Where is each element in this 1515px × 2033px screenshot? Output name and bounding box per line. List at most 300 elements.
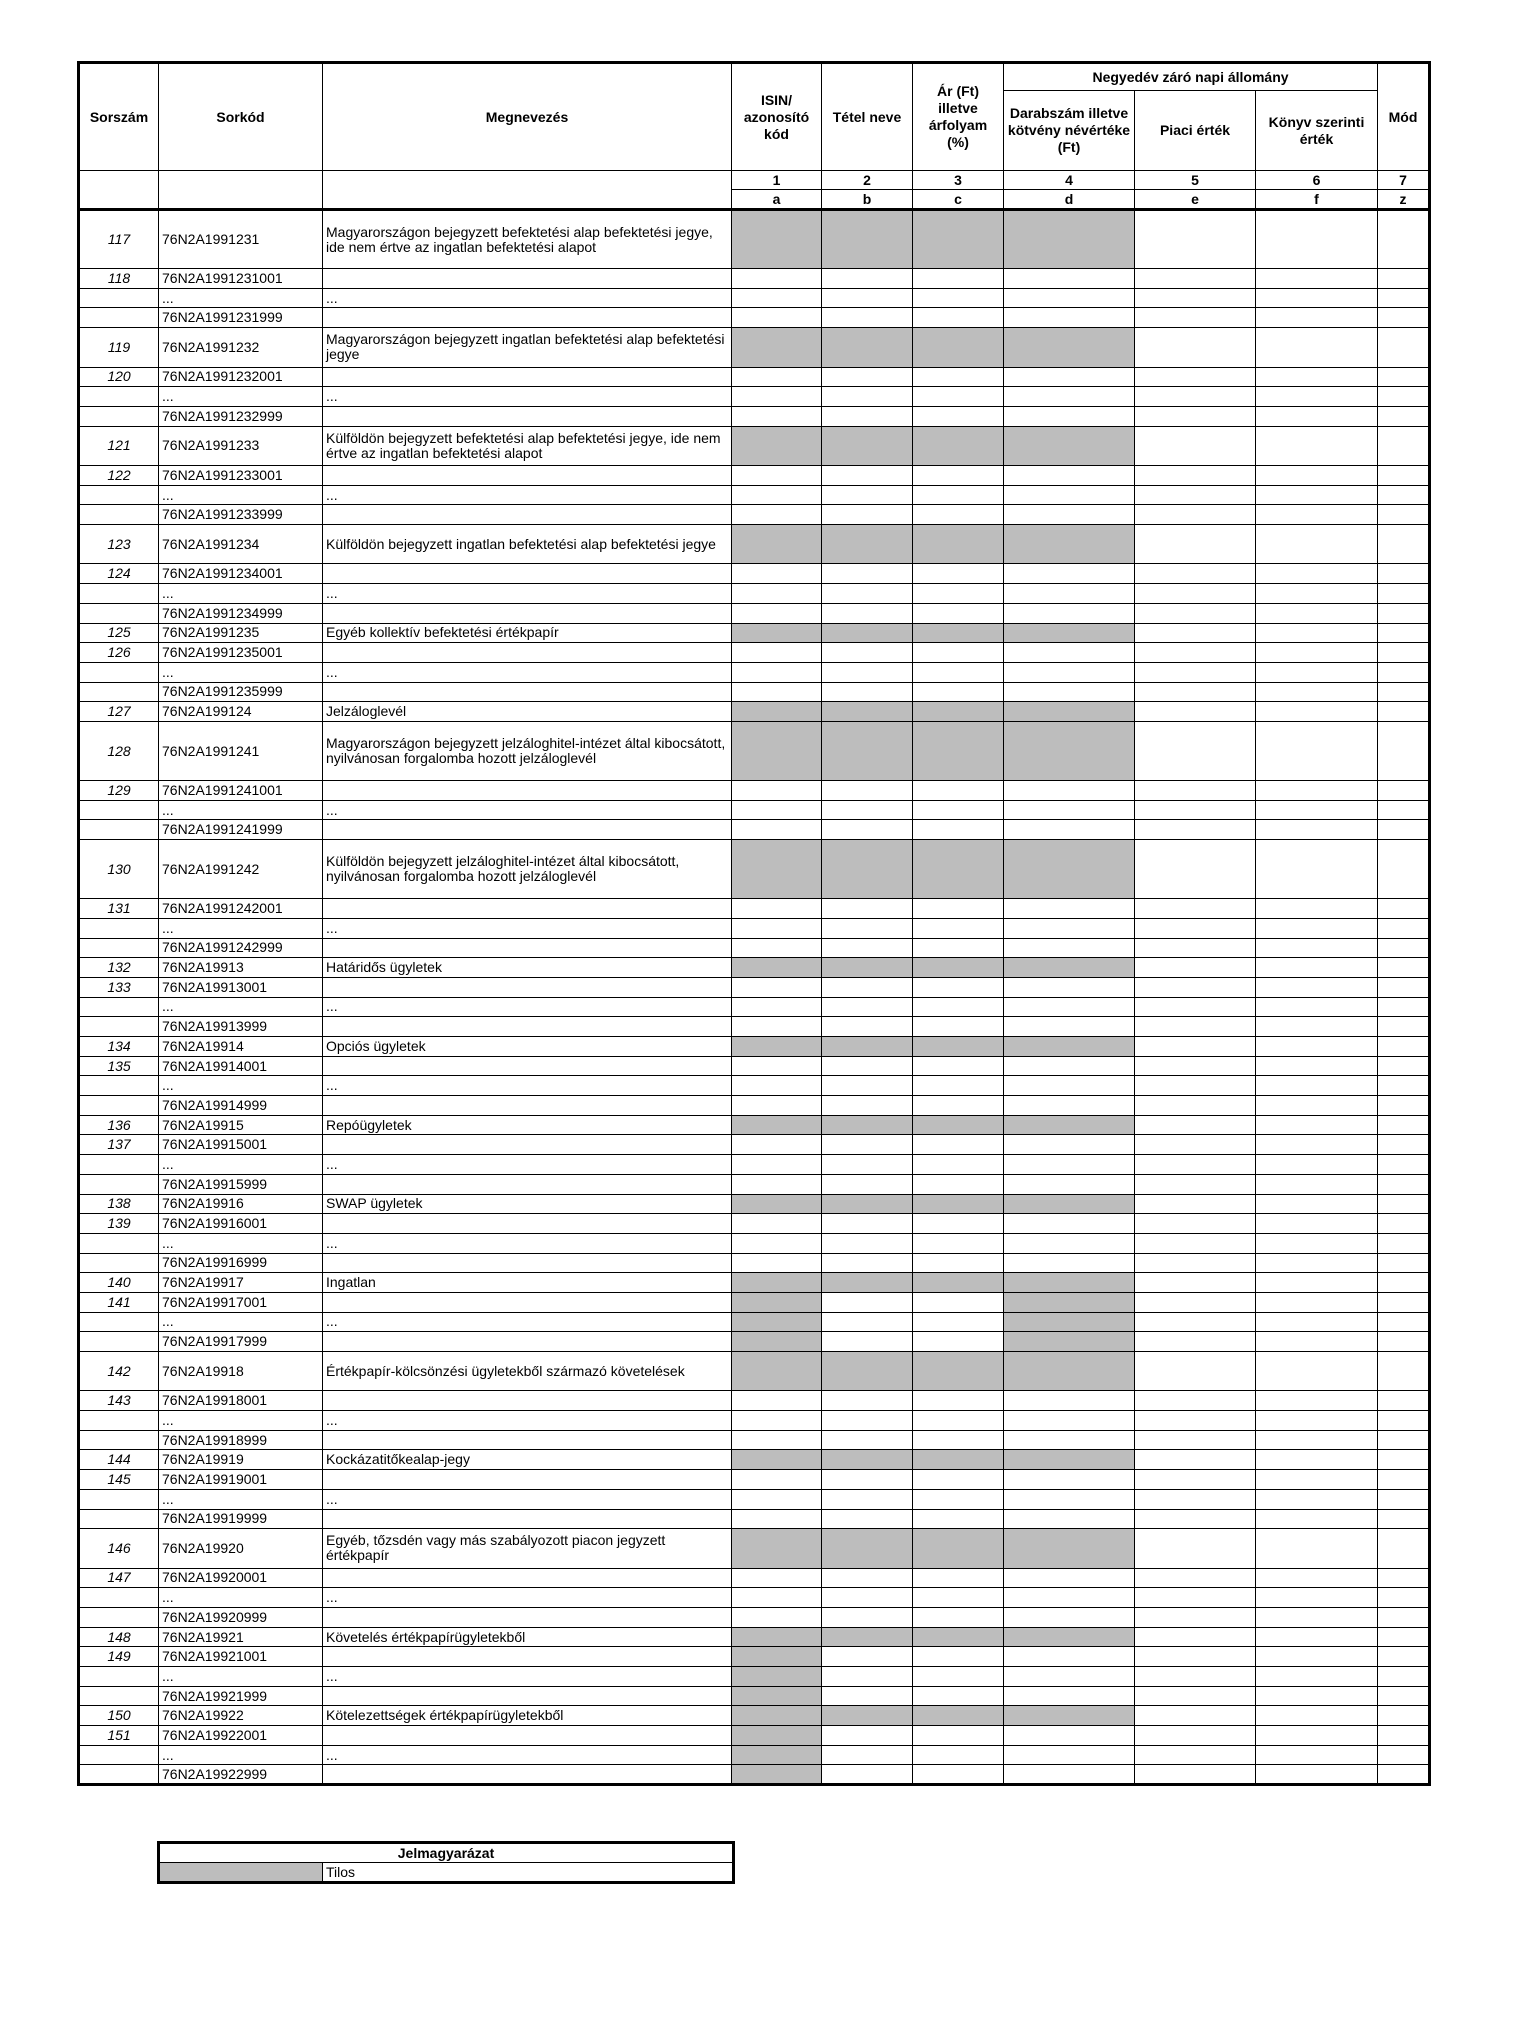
konyv-cell[interactable]: [1256, 918, 1378, 938]
tetel-cell[interactable]: [822, 466, 913, 486]
mod-cell[interactable]: [1378, 406, 1430, 426]
darab-cell[interactable]: [1004, 505, 1135, 525]
piaci-cell[interactable]: [1135, 1568, 1256, 1588]
piaci-cell[interactable]: [1135, 387, 1256, 407]
darab-cell[interactable]: [1004, 781, 1135, 801]
mod-cell[interactable]: [1378, 269, 1430, 289]
konyv-cell[interactable]: [1256, 210, 1378, 269]
isin-cell[interactable]: [732, 269, 822, 289]
darab-cell[interactable]: [1004, 997, 1135, 1017]
tetel-cell[interactable]: [822, 1745, 913, 1765]
konyv-cell[interactable]: [1256, 1529, 1378, 1568]
ar-cell[interactable]: [913, 1588, 1004, 1608]
konyv-cell[interactable]: [1256, 800, 1378, 820]
konyv-cell[interactable]: [1256, 958, 1378, 978]
piaci-cell[interactable]: [1135, 1292, 1256, 1312]
piaci-cell[interactable]: [1135, 899, 1256, 919]
mod-cell[interactable]: [1378, 958, 1430, 978]
piaci-cell[interactable]: [1135, 1253, 1256, 1273]
piaci-cell[interactable]: [1135, 485, 1256, 505]
isin-cell[interactable]: [732, 308, 822, 328]
konyv-cell[interactable]: [1256, 1489, 1378, 1509]
mod-cell[interactable]: [1378, 1686, 1430, 1706]
konyv-cell[interactable]: [1256, 406, 1378, 426]
ar-cell[interactable]: [913, 1233, 1004, 1253]
mod-cell[interactable]: [1378, 662, 1430, 682]
mod-cell[interactable]: [1378, 1352, 1430, 1391]
mod-cell[interactable]: [1378, 800, 1430, 820]
isin-cell[interactable]: [732, 1489, 822, 1509]
darab-cell[interactable]: [1004, 682, 1135, 702]
mod-cell[interactable]: [1378, 1706, 1430, 1726]
darab-cell[interactable]: [1004, 899, 1135, 919]
piaci-cell[interactable]: [1135, 1529, 1256, 1568]
piaci-cell[interactable]: [1135, 938, 1256, 958]
piaci-cell[interactable]: [1135, 1312, 1256, 1332]
piaci-cell[interactable]: [1135, 1037, 1256, 1057]
mod-cell[interactable]: [1378, 1174, 1430, 1194]
ar-cell[interactable]: [913, 938, 1004, 958]
piaci-cell[interactable]: [1135, 1332, 1256, 1352]
piaci-cell[interactable]: [1135, 1450, 1256, 1470]
mod-cell[interactable]: [1378, 1076, 1430, 1096]
piaci-cell[interactable]: [1135, 1470, 1256, 1490]
isin-cell[interactable]: [732, 938, 822, 958]
konyv-cell[interactable]: [1256, 1115, 1378, 1135]
mod-cell[interactable]: [1378, 1745, 1430, 1765]
darab-cell[interactable]: [1004, 269, 1135, 289]
piaci-cell[interactable]: [1135, 1667, 1256, 1687]
piaci-cell[interactable]: [1135, 702, 1256, 722]
piaci-cell[interactable]: [1135, 623, 1256, 643]
ar-cell[interactable]: [913, 466, 1004, 486]
ar-cell[interactable]: [913, 1470, 1004, 1490]
konyv-cell[interactable]: [1256, 564, 1378, 584]
darab-cell[interactable]: [1004, 1568, 1135, 1588]
mod-cell[interactable]: [1378, 1430, 1430, 1450]
darab-cell[interactable]: [1004, 308, 1135, 328]
ar-cell[interactable]: [913, 603, 1004, 623]
mod-cell[interactable]: [1378, 781, 1430, 801]
ar-cell[interactable]: [913, 1430, 1004, 1450]
isin-cell[interactable]: [732, 1233, 822, 1253]
mod-cell[interactable]: [1378, 584, 1430, 604]
isin-cell[interactable]: [732, 1588, 822, 1608]
ar-cell[interactable]: [913, 918, 1004, 938]
isin-cell[interactable]: [732, 1096, 822, 1116]
konyv-cell[interactable]: [1256, 820, 1378, 840]
tetel-cell[interactable]: [822, 1233, 913, 1253]
ar-cell[interactable]: [913, 1647, 1004, 1667]
mod-cell[interactable]: [1378, 1411, 1430, 1431]
piaci-cell[interactable]: [1135, 1627, 1256, 1647]
piaci-cell[interactable]: [1135, 406, 1256, 426]
tetel-cell[interactable]: [822, 1411, 913, 1431]
mod-cell[interactable]: [1378, 643, 1430, 663]
mod-cell[interactable]: [1378, 1568, 1430, 1588]
darab-cell[interactable]: [1004, 662, 1135, 682]
mod-cell[interactable]: [1378, 977, 1430, 997]
tetel-cell[interactable]: [822, 1686, 913, 1706]
mod-cell[interactable]: [1378, 1726, 1430, 1746]
piaci-cell[interactable]: [1135, 1588, 1256, 1608]
tetel-cell[interactable]: [822, 1726, 913, 1746]
isin-cell[interactable]: [732, 800, 822, 820]
tetel-cell[interactable]: [822, 1607, 913, 1627]
isin-cell[interactable]: [732, 1214, 822, 1234]
mod-cell[interactable]: [1378, 840, 1430, 899]
isin-cell[interactable]: [732, 1509, 822, 1529]
piaci-cell[interactable]: [1135, 1096, 1256, 1116]
ar-cell[interactable]: [913, 1489, 1004, 1509]
konyv-cell[interactable]: [1256, 1470, 1378, 1490]
mod-cell[interactable]: [1378, 1765, 1430, 1785]
ar-cell[interactable]: [913, 1686, 1004, 1706]
tetel-cell[interactable]: [822, 1765, 913, 1785]
ar-cell[interactable]: [913, 288, 1004, 308]
piaci-cell[interactable]: [1135, 525, 1256, 564]
piaci-cell[interactable]: [1135, 564, 1256, 584]
piaci-cell[interactable]: [1135, 269, 1256, 289]
piaci-cell[interactable]: [1135, 997, 1256, 1017]
konyv-cell[interactable]: [1256, 662, 1378, 682]
konyv-cell[interactable]: [1256, 1706, 1378, 1726]
konyv-cell[interactable]: [1256, 1214, 1378, 1234]
mod-cell[interactable]: [1378, 288, 1430, 308]
ar-cell[interactable]: [913, 564, 1004, 584]
tetel-cell[interactable]: [822, 1056, 913, 1076]
konyv-cell[interactable]: [1256, 643, 1378, 663]
mod-cell[interactable]: [1378, 426, 1430, 465]
darab-cell[interactable]: [1004, 1745, 1135, 1765]
piaci-cell[interactable]: [1135, 1647, 1256, 1667]
darab-cell[interactable]: [1004, 466, 1135, 486]
piaci-cell[interactable]: [1135, 918, 1256, 938]
mod-cell[interactable]: [1378, 1391, 1430, 1411]
piaci-cell[interactable]: [1135, 1391, 1256, 1411]
mod-cell[interactable]: [1378, 1115, 1430, 1135]
ar-cell[interactable]: [913, 1607, 1004, 1627]
ar-cell[interactable]: [913, 367, 1004, 387]
darab-cell[interactable]: [1004, 1056, 1135, 1076]
darab-cell[interactable]: [1004, 800, 1135, 820]
darab-cell[interactable]: [1004, 1233, 1135, 1253]
isin-cell[interactable]: [732, 1430, 822, 1450]
tetel-cell[interactable]: [822, 682, 913, 702]
isin-cell[interactable]: [732, 1155, 822, 1175]
piaci-cell[interactable]: [1135, 1135, 1256, 1155]
piaci-cell[interactable]: [1135, 584, 1256, 604]
ar-cell[interactable]: [913, 485, 1004, 505]
ar-cell[interactable]: [913, 505, 1004, 525]
ar-cell[interactable]: [913, 1726, 1004, 1746]
isin-cell[interactable]: [732, 1607, 822, 1627]
isin-cell[interactable]: [732, 564, 822, 584]
mod-cell[interactable]: [1378, 328, 1430, 367]
ar-cell[interactable]: [913, 781, 1004, 801]
mod-cell[interactable]: [1378, 702, 1430, 722]
tetel-cell[interactable]: [822, 584, 913, 604]
konyv-cell[interactable]: [1256, 1450, 1378, 1470]
mod-cell[interactable]: [1378, 1292, 1430, 1312]
piaci-cell[interactable]: [1135, 1056, 1256, 1076]
tetel-cell[interactable]: [822, 662, 913, 682]
tetel-cell[interactable]: [822, 505, 913, 525]
tetel-cell[interactable]: [822, 1568, 913, 1588]
mod-cell[interactable]: [1378, 1529, 1430, 1568]
mod-cell[interactable]: [1378, 1096, 1430, 1116]
tetel-cell[interactable]: [822, 1155, 913, 1175]
tetel-cell[interactable]: [822, 1017, 913, 1037]
darab-cell[interactable]: [1004, 918, 1135, 938]
ar-cell[interactable]: [913, 1214, 1004, 1234]
piaci-cell[interactable]: [1135, 1607, 1256, 1627]
mod-cell[interactable]: [1378, 1312, 1430, 1332]
darab-cell[interactable]: [1004, 1607, 1135, 1627]
mod-cell[interactable]: [1378, 682, 1430, 702]
ar-cell[interactable]: [913, 682, 1004, 702]
tetel-cell[interactable]: [822, 1509, 913, 1529]
darab-cell[interactable]: [1004, 1647, 1135, 1667]
mod-cell[interactable]: [1378, 505, 1430, 525]
ar-cell[interactable]: [913, 584, 1004, 604]
mod-cell[interactable]: [1378, 1056, 1430, 1076]
konyv-cell[interactable]: [1256, 1627, 1378, 1647]
mod-cell[interactable]: [1378, 938, 1430, 958]
konyv-cell[interactable]: [1256, 1017, 1378, 1037]
mod-cell[interactable]: [1378, 1273, 1430, 1293]
mod-cell[interactable]: [1378, 1037, 1430, 1057]
ar-cell[interactable]: [913, 269, 1004, 289]
tetel-cell[interactable]: [822, 781, 913, 801]
piaci-cell[interactable]: [1135, 426, 1256, 465]
isin-cell[interactable]: [732, 288, 822, 308]
konyv-cell[interactable]: [1256, 1332, 1378, 1352]
isin-cell[interactable]: [732, 899, 822, 919]
ar-cell[interactable]: [913, 1135, 1004, 1155]
mod-cell[interactable]: [1378, 820, 1430, 840]
konyv-cell[interactable]: [1256, 840, 1378, 899]
konyv-cell[interactable]: [1256, 1292, 1378, 1312]
tetel-cell[interactable]: [822, 1647, 913, 1667]
mod-cell[interactable]: [1378, 1214, 1430, 1234]
mod-cell[interactable]: [1378, 1017, 1430, 1037]
darab-cell[interactable]: [1004, 820, 1135, 840]
tetel-cell[interactable]: [822, 820, 913, 840]
ar-cell[interactable]: [913, 308, 1004, 328]
darab-cell[interactable]: [1004, 1155, 1135, 1175]
tetel-cell[interactable]: [822, 997, 913, 1017]
darab-cell[interactable]: [1004, 1489, 1135, 1509]
ar-cell[interactable]: [913, 1253, 1004, 1273]
konyv-cell[interactable]: [1256, 1076, 1378, 1096]
mod-cell[interactable]: [1378, 1135, 1430, 1155]
mod-cell[interactable]: [1378, 1647, 1430, 1667]
darab-cell[interactable]: [1004, 367, 1135, 387]
piaci-cell[interactable]: [1135, 603, 1256, 623]
darab-cell[interactable]: [1004, 977, 1135, 997]
mod-cell[interactable]: [1378, 918, 1430, 938]
piaci-cell[interactable]: [1135, 466, 1256, 486]
piaci-cell[interactable]: [1135, 643, 1256, 663]
mod-cell[interactable]: [1378, 1509, 1430, 1529]
piaci-cell[interactable]: [1135, 1686, 1256, 1706]
isin-cell[interactable]: [732, 781, 822, 801]
tetel-cell[interactable]: [822, 1489, 913, 1509]
isin-cell[interactable]: [732, 1174, 822, 1194]
mod-cell[interactable]: [1378, 1155, 1430, 1175]
darab-cell[interactable]: [1004, 584, 1135, 604]
piaci-cell[interactable]: [1135, 1155, 1256, 1175]
konyv-cell[interactable]: [1256, 977, 1378, 997]
ar-cell[interactable]: [913, 800, 1004, 820]
piaci-cell[interactable]: [1135, 721, 1256, 780]
isin-cell[interactable]: [732, 820, 822, 840]
darab-cell[interactable]: [1004, 1017, 1135, 1037]
piaci-cell[interactable]: [1135, 328, 1256, 367]
tetel-cell[interactable]: [822, 977, 913, 997]
ar-cell[interactable]: [913, 662, 1004, 682]
ar-cell[interactable]: [913, 1509, 1004, 1529]
piaci-cell[interactable]: [1135, 800, 1256, 820]
isin-cell[interactable]: [732, 1135, 822, 1155]
konyv-cell[interactable]: [1256, 1273, 1378, 1293]
isin-cell[interactable]: [732, 1391, 822, 1411]
konyv-cell[interactable]: [1256, 1312, 1378, 1332]
tetel-cell[interactable]: [822, 387, 913, 407]
darab-cell[interactable]: [1004, 603, 1135, 623]
konyv-cell[interactable]: [1256, 1155, 1378, 1175]
ar-cell[interactable]: [913, 406, 1004, 426]
mod-cell[interactable]: [1378, 367, 1430, 387]
konyv-cell[interactable]: [1256, 938, 1378, 958]
isin-cell[interactable]: [732, 466, 822, 486]
tetel-cell[interactable]: [822, 308, 913, 328]
ar-cell[interactable]: [913, 1411, 1004, 1431]
ar-cell[interactable]: [913, 1056, 1004, 1076]
konyv-cell[interactable]: [1256, 899, 1378, 919]
ar-cell[interactable]: [913, 1391, 1004, 1411]
konyv-cell[interactable]: [1256, 525, 1378, 564]
darab-cell[interactable]: [1004, 1509, 1135, 1529]
piaci-cell[interactable]: [1135, 1076, 1256, 1096]
tetel-cell[interactable]: [822, 406, 913, 426]
mod-cell[interactable]: [1378, 564, 1430, 584]
konyv-cell[interactable]: [1256, 682, 1378, 702]
isin-cell[interactable]: [732, 682, 822, 702]
darab-cell[interactable]: [1004, 938, 1135, 958]
konyv-cell[interactable]: [1256, 623, 1378, 643]
konyv-cell[interactable]: [1256, 1686, 1378, 1706]
isin-cell[interactable]: [732, 662, 822, 682]
isin-cell[interactable]: [732, 367, 822, 387]
ar-cell[interactable]: [913, 1568, 1004, 1588]
mod-cell[interactable]: [1378, 1470, 1430, 1490]
darab-cell[interactable]: [1004, 1470, 1135, 1490]
piaci-cell[interactable]: [1135, 1352, 1256, 1391]
piaci-cell[interactable]: [1135, 781, 1256, 801]
tetel-cell[interactable]: [822, 1135, 913, 1155]
tetel-cell[interactable]: [822, 564, 913, 584]
mod-cell[interactable]: [1378, 1607, 1430, 1627]
piaci-cell[interactable]: [1135, 1489, 1256, 1509]
tetel-cell[interactable]: [822, 1588, 913, 1608]
piaci-cell[interactable]: [1135, 1115, 1256, 1135]
piaci-cell[interactable]: [1135, 1706, 1256, 1726]
darab-cell[interactable]: [1004, 406, 1135, 426]
isin-cell[interactable]: [732, 387, 822, 407]
darab-cell[interactable]: [1004, 1411, 1135, 1431]
isin-cell[interactable]: [732, 1568, 822, 1588]
isin-cell[interactable]: [732, 918, 822, 938]
mod-cell[interactable]: [1378, 1667, 1430, 1687]
darab-cell[interactable]: [1004, 1667, 1135, 1687]
piaci-cell[interactable]: [1135, 288, 1256, 308]
ar-cell[interactable]: [913, 899, 1004, 919]
ar-cell[interactable]: [913, 1076, 1004, 1096]
piaci-cell[interactable]: [1135, 682, 1256, 702]
mod-cell[interactable]: [1378, 525, 1430, 564]
konyv-cell[interactable]: [1256, 721, 1378, 780]
tetel-cell[interactable]: [822, 1312, 913, 1332]
darab-cell[interactable]: [1004, 1253, 1135, 1273]
isin-cell[interactable]: [732, 485, 822, 505]
konyv-cell[interactable]: [1256, 308, 1378, 328]
konyv-cell[interactable]: [1256, 1765, 1378, 1785]
darab-cell[interactable]: [1004, 1765, 1135, 1785]
isin-cell[interactable]: [732, 1470, 822, 1490]
konyv-cell[interactable]: [1256, 1509, 1378, 1529]
ar-cell[interactable]: [913, 1332, 1004, 1352]
piaci-cell[interactable]: [1135, 1509, 1256, 1529]
konyv-cell[interactable]: [1256, 1037, 1378, 1057]
ar-cell[interactable]: [913, 1745, 1004, 1765]
tetel-cell[interactable]: [822, 1430, 913, 1450]
konyv-cell[interactable]: [1256, 1096, 1378, 1116]
darab-cell[interactable]: [1004, 564, 1135, 584]
darab-cell[interactable]: [1004, 1174, 1135, 1194]
isin-cell[interactable]: [732, 1411, 822, 1431]
mod-cell[interactable]: [1378, 485, 1430, 505]
konyv-cell[interactable]: [1256, 584, 1378, 604]
ar-cell[interactable]: [913, 1667, 1004, 1687]
konyv-cell[interactable]: [1256, 1194, 1378, 1214]
isin-cell[interactable]: [732, 1017, 822, 1037]
konyv-cell[interactable]: [1256, 1588, 1378, 1608]
piaci-cell[interactable]: [1135, 505, 1256, 525]
piaci-cell[interactable]: [1135, 1214, 1256, 1234]
piaci-cell[interactable]: [1135, 1233, 1256, 1253]
mod-cell[interactable]: [1378, 1332, 1430, 1352]
konyv-cell[interactable]: [1256, 1568, 1378, 1588]
piaci-cell[interactable]: [1135, 1765, 1256, 1785]
darab-cell[interactable]: [1004, 1391, 1135, 1411]
isin-cell[interactable]: [732, 406, 822, 426]
ar-cell[interactable]: [913, 820, 1004, 840]
tetel-cell[interactable]: [822, 643, 913, 663]
tetel-cell[interactable]: [822, 899, 913, 919]
piaci-cell[interactable]: [1135, 820, 1256, 840]
darab-cell[interactable]: [1004, 485, 1135, 505]
konyv-cell[interactable]: [1256, 1135, 1378, 1155]
isin-cell[interactable]: [732, 603, 822, 623]
darab-cell[interactable]: [1004, 288, 1135, 308]
piaci-cell[interactable]: [1135, 1273, 1256, 1293]
mod-cell[interactable]: [1378, 1194, 1430, 1214]
ar-cell[interactable]: [913, 997, 1004, 1017]
tetel-cell[interactable]: [822, 269, 913, 289]
konyv-cell[interactable]: [1256, 367, 1378, 387]
